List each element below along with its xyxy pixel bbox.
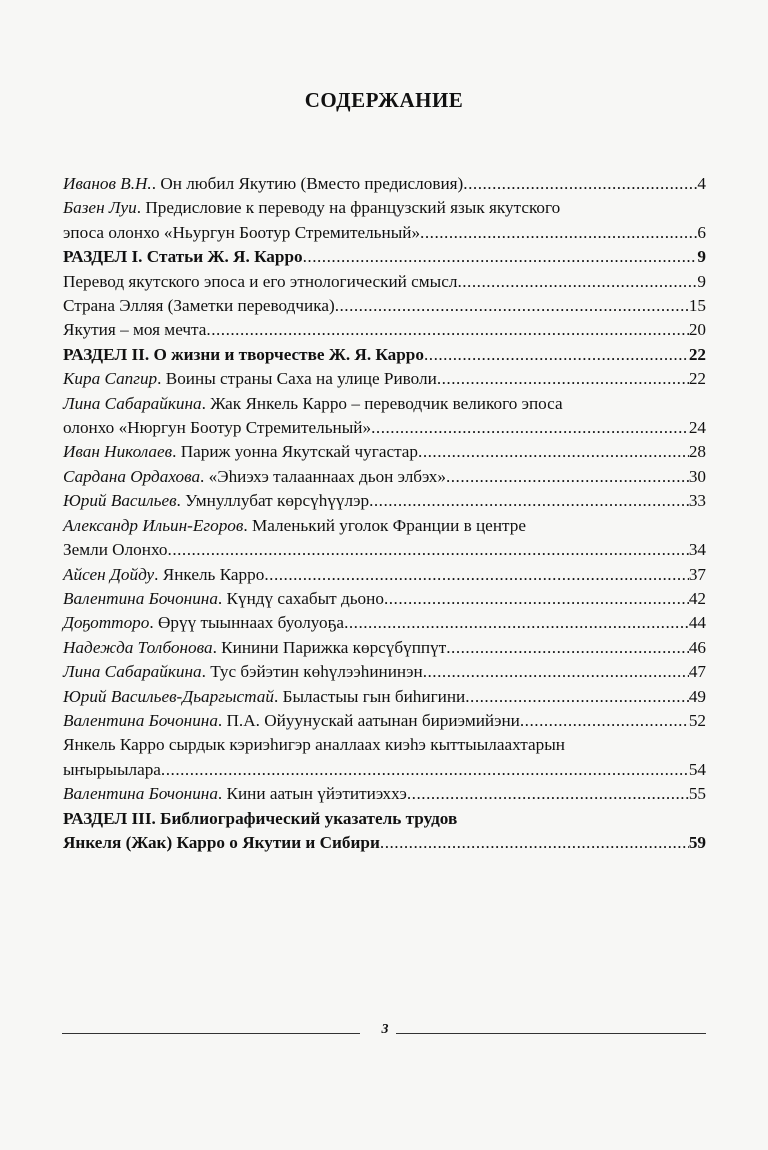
toc-entry-row	[63, 318, 706, 342]
toc-leader-dots	[335, 294, 689, 318]
toc-entry-text	[63, 318, 206, 342]
toc-page-number: 46	[688, 637, 706, 657]
toc-entry-author: Валентина Бочонина	[63, 588, 218, 608]
toc-entry	[63, 440, 706, 464]
toc-page-number: 59	[688, 832, 706, 852]
toc-entry-text	[63, 440, 418, 464]
toc-leader-dots	[446, 636, 689, 660]
toc-entry-title: . Он любил Якутию (Вместо предисловия)	[151, 174, 464, 193]
toc-page-number: 44	[688, 613, 706, 633]
toc-entry-title: . Янкель Карро	[154, 564, 265, 584]
toc-leader-dots	[161, 758, 689, 782]
toc-entry-row	[63, 294, 706, 318]
toc-leader-dots	[384, 587, 689, 611]
toc-page-number: 9	[697, 247, 706, 267]
toc-entry-row	[63, 367, 706, 391]
toc-page-number: 6	[697, 222, 706, 242]
toc-entry-line	[63, 392, 706, 416]
toc-section	[63, 807, 706, 856]
toc-leader-dots	[344, 611, 689, 635]
toc-entry-author: Айсен Дойду	[63, 564, 155, 584]
toc-entry-row	[63, 660, 706, 684]
toc-entry-title: . «Эһиэхэ талааннаах дьон элбэх»	[200, 466, 446, 486]
toc-entry-title: . Умнуллубат көрсүһүүлэр	[176, 491, 370, 511]
toc-entry-text	[63, 831, 380, 855]
toc-entry-title: Янкель Карро сырдык кэриэһигэр аналлаах киэһэ кыттыылаахтарын	[63, 735, 565, 755]
toc-entry-text	[63, 343, 424, 367]
toc-entry-row	[63, 611, 706, 635]
toc-leader-dots	[418, 440, 689, 464]
toc-entry-row	[63, 782, 706, 806]
toc-entry	[63, 685, 706, 709]
toc-entry-row	[63, 245, 706, 269]
toc-entry-title: . Кинини Парижка көрсүбүппүт	[212, 637, 447, 657]
toc-entry-line	[63, 514, 706, 538]
toc-entry-title: РАЗДЕЛ I. Статьи Ж. Я. Карро	[63, 247, 303, 267]
toc-entry-text	[63, 465, 446, 489]
toc-leader-dots	[424, 343, 689, 367]
toc-entry	[63, 270, 706, 294]
toc-entry-author: Александр Ильин-Егоров	[63, 515, 244, 535]
toc-entry-row	[63, 489, 706, 513]
toc-entry-row	[63, 270, 706, 294]
toc-leader-dots	[303, 245, 698, 269]
toc-entry-text	[63, 270, 457, 294]
toc-page-number: 9	[697, 271, 706, 291]
toc-entry-row	[63, 563, 706, 587]
toc-leader-dots	[423, 660, 689, 684]
toc-page-number: 47	[688, 662, 706, 682]
toc-section	[63, 343, 706, 367]
toc-entry-row	[63, 758, 706, 782]
toc-entry-title: . Париж уонна Якутскай чугастар	[172, 442, 419, 462]
toc-entry-text	[63, 660, 423, 684]
toc-leader-dots	[206, 318, 688, 342]
toc-entry-title: Страна Элляя (Заметки переводчика)	[63, 296, 335, 316]
toc-entry-line	[63, 807, 706, 831]
toc-entry-title-continued: Янкеля (Жак) Карро о Якутии и Сибири	[63, 832, 380, 852]
toc-entry	[63, 514, 706, 563]
toc-entry-title: . Кини аатын үйэтитиэххэ	[217, 784, 407, 804]
toc-page-number: 28	[688, 442, 706, 462]
toc-page-number: 24	[688, 418, 706, 438]
footer-rule-left	[62, 1033, 360, 1034]
toc-page-number: 42	[688, 588, 706, 608]
toc-entry-title: Якутия – моя мечта	[63, 320, 207, 340]
toc-entry-text	[63, 538, 168, 562]
toc-entry-author: Иванов В.Н.	[63, 174, 152, 193]
toc-entry	[63, 563, 706, 587]
toc-entry	[63, 318, 706, 342]
toc-entry-line	[63, 733, 706, 757]
toc-entry	[63, 709, 706, 733]
toc-entry	[63, 367, 706, 391]
toc-leader-dots	[371, 416, 689, 440]
toc-entry	[63, 782, 706, 806]
toc-entry	[63, 392, 706, 441]
toc-entry-row	[63, 831, 706, 855]
page-footer	[62, 1022, 706, 1042]
toc-entry-text	[63, 685, 465, 709]
toc-entry-author: Иван Николаев	[63, 442, 173, 462]
toc-entry-text	[63, 367, 437, 391]
toc-entry-row	[63, 343, 706, 367]
toc-entry-title: Перевод якутского эпоса и его этнологический смысл	[63, 271, 458, 291]
toc-entry-row	[63, 636, 706, 660]
toc-entry-title-continued: олонхо «Нюргун Боотур Стремительный»	[63, 418, 372, 438]
toc-entry	[63, 611, 706, 635]
toc-entry-row	[63, 221, 706, 245]
toc-page-number: 54	[688, 759, 706, 779]
toc-entry-title: . Воины страны Саха на улице Риволи	[157, 369, 437, 389]
toc-leader-dots	[264, 563, 688, 587]
toc-entry-title-continued: ыҥырыылара	[63, 759, 161, 779]
toc-entry-text	[63, 563, 264, 587]
toc-leader-dots	[446, 465, 689, 489]
toc-entry-title: . Өрүү тыыннаах буолуоҕа	[149, 613, 345, 633]
toc-entry	[63, 733, 706, 782]
toc-entry	[63, 587, 706, 611]
toc-leader-dots	[420, 221, 697, 245]
toc-entry-text	[63, 587, 384, 611]
toc-entry-row	[63, 465, 706, 489]
toc-entry-author: Юрий Васильев-Дьаргыстай	[63, 686, 274, 706]
toc-page-number: 33	[688, 491, 706, 511]
toc-entry-title: . Предисловие к переводу на французский язык якутского	[136, 198, 561, 218]
toc-page-number: 20	[688, 320, 706, 340]
toc-page-number: 52	[688, 710, 706, 730]
toc-leader-dots	[437, 367, 689, 391]
toc-page-number: 49	[688, 686, 706, 706]
toc-entry-author: Лина Сабарайкина	[63, 662, 202, 682]
toc-leader-dots	[457, 270, 697, 294]
toc-entry-row	[63, 416, 706, 440]
toc-entry-author: Базен Луи	[63, 198, 137, 218]
toc-entry-author: Кира Сапгир	[63, 369, 158, 389]
toc-leader-dots	[380, 831, 689, 855]
toc-leader-dots	[407, 782, 689, 806]
toc-entry-author: Валентина Бочонина	[63, 710, 218, 730]
toc-entry	[63, 636, 706, 660]
toc-leader-dots	[168, 538, 689, 562]
toc-section	[63, 245, 706, 269]
toc-entry-title: . Күндү сахабыт дьоно	[217, 588, 384, 608]
toc-entry-text	[63, 782, 407, 806]
toc-leader-dots	[463, 172, 697, 196]
toc-page-number: 55	[688, 784, 706, 804]
toc-entry-row	[63, 685, 706, 709]
toc-entry-title: РАЗДЕЛ II. О жизни и творчестве Ж. Я. Карро	[63, 344, 424, 364]
toc-entry	[63, 294, 706, 318]
toc-page-number: 15	[688, 296, 706, 316]
toc-entry-title: РАЗДЕЛ III. Библиографический указатель трудов	[63, 808, 458, 828]
toc-entry-text	[63, 416, 371, 440]
toc-entry-row	[63, 587, 706, 611]
footer-rule-right	[396, 1033, 706, 1034]
toc-entry	[63, 172, 706, 196]
toc-entry-title-continued: Земли Олонхо	[63, 540, 168, 560]
toc-entry-title: . Тус бэйэтин көһүлээһининэн	[201, 662, 423, 682]
toc-entry	[63, 196, 706, 245]
toc-entry-row	[63, 538, 706, 562]
toc-entry-author: Валентина Бочонина	[63, 784, 218, 804]
toc-leader-dots	[465, 685, 689, 709]
toc-entry-text	[63, 709, 520, 733]
toc-entry-author: Сардана Ордахова	[63, 466, 201, 486]
toc-entry-title: . Быластыы гын биһигини	[274, 686, 466, 706]
toc-entry-text	[63, 294, 335, 318]
toc-entry-row	[63, 440, 706, 464]
toc-entry-text	[63, 172, 463, 196]
toc-page-number: 22	[688, 369, 706, 389]
toc-entry-row	[63, 172, 706, 196]
toc-page-number: 30	[688, 466, 706, 486]
toc-entry-line	[63, 196, 706, 220]
toc-entry-text	[63, 221, 420, 245]
page-number: 3	[381, 1022, 389, 1037]
toc-page-number: 22	[688, 344, 706, 364]
toc-page-number: 4	[697, 174, 706, 193]
toc-entry-text	[63, 636, 446, 660]
toc-entry	[63, 465, 706, 489]
toc-entry-author: Доҕотторо	[63, 613, 150, 633]
toc-entry-row	[63, 709, 706, 733]
toc-entry	[63, 660, 706, 684]
table-of-contents	[63, 172, 706, 855]
toc-leader-dots	[369, 489, 689, 513]
toc-entry-title: . Маленький уголок Франции в центре	[243, 515, 526, 535]
toc-entry	[63, 489, 706, 513]
toc-page-number: 34	[688, 540, 706, 560]
page-title: СОДЕРЖАНИЕ	[304, 88, 464, 112]
toc-entry-author: Надежда Толбонова	[63, 637, 213, 657]
toc-entry-title: . П.А. Ойуунускай аатынан бириэмийэни	[217, 710, 520, 730]
toc-entry-author: Юрий Васильев	[63, 491, 177, 511]
toc-entry-text	[63, 611, 344, 635]
toc-entry-title-continued: эпоса олонхо «Ньургун Боотур Стремительный»	[63, 222, 421, 242]
toc-entry-title: . Жак Янкель Карро – переводчик великого эпоса	[201, 393, 563, 413]
toc-entry-text	[63, 245, 303, 269]
toc-entry-text	[63, 489, 369, 513]
toc-page-number: 37	[688, 564, 706, 584]
toc-leader-dots	[520, 709, 689, 733]
toc-entry-author: Лина Сабарайкина	[63, 393, 202, 413]
toc-entry-text	[63, 758, 161, 782]
